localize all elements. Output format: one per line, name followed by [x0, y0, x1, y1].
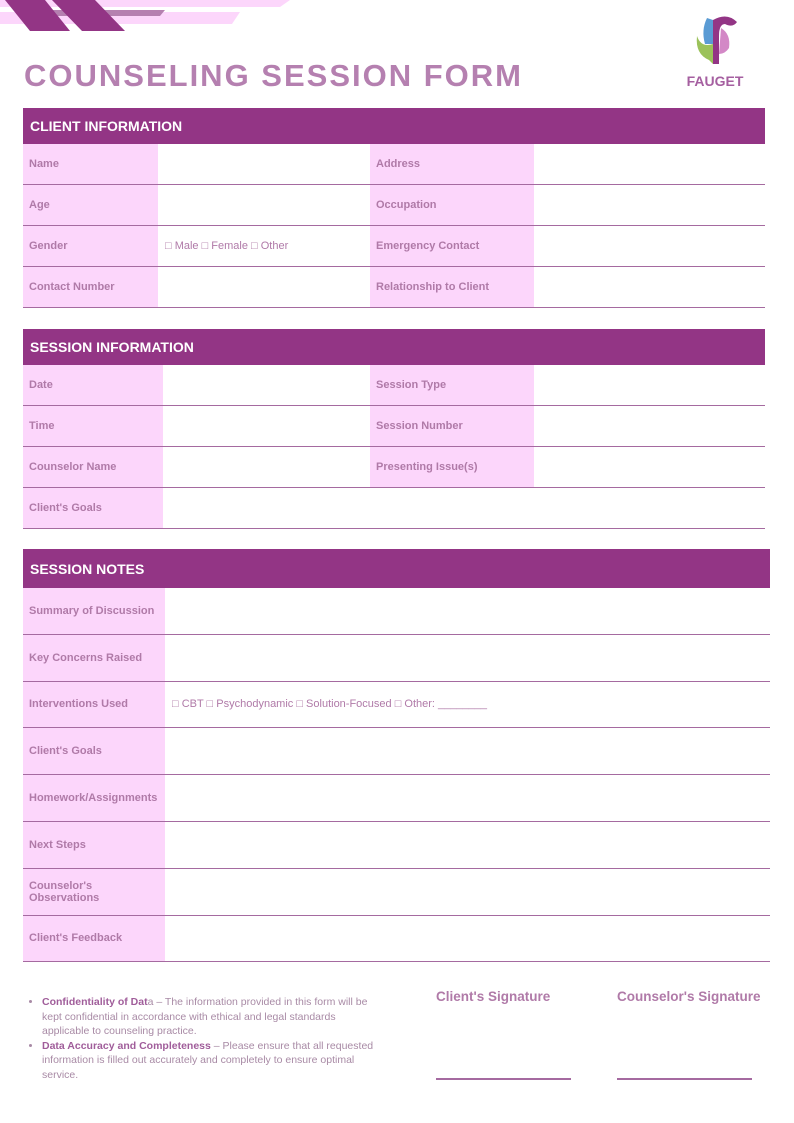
field-label: Gender — [23, 226, 158, 266]
table-row — [23, 144, 765, 185]
page-title: COUNSELING SESSION FORM — [24, 58, 523, 93]
field-label: Client's Goals — [23, 488, 163, 528]
field-label: Counselor Name — [23, 447, 163, 487]
note-title: Confidentiality of Dat — [42, 996, 148, 1008]
field-label: Occupation — [370, 185, 534, 225]
logo-psi-icon — [687, 14, 743, 66]
field-value[interactable] — [534, 144, 765, 184]
counselor-signature-label: Counselor's Signature — [617, 989, 761, 1004]
field-label: Summary of Discussion — [23, 588, 165, 634]
field-value[interactable] — [534, 267, 765, 307]
table-row — [23, 226, 765, 267]
field-label: Session Type — [370, 365, 534, 405]
field-value[interactable] — [163, 406, 370, 446]
field-label: Contact Number — [23, 267, 158, 307]
field-value[interactable] — [534, 447, 765, 487]
field-label: Time — [23, 406, 163, 446]
field-value[interactable] — [165, 728, 770, 774]
field-label: Client's Feedback — [23, 916, 165, 962]
section-heading: CLIENT INFORMATION — [23, 108, 765, 144]
session-notes-section — [23, 549, 770, 962]
field-value[interactable] — [165, 588, 770, 634]
note-text: – Please ensure that all requested information is filled out accurately and completely to ensure optimal service. — [42, 1039, 374, 1081]
field-value[interactable] — [163, 447, 370, 487]
field-label: Date — [23, 365, 163, 405]
note-title: Data Accuracy and Completeness — [42, 1039, 211, 1052]
client-signature-line[interactable] — [436, 1078, 571, 1080]
field-label: Emergency Contact — [370, 226, 534, 266]
field-label: Address — [370, 144, 534, 184]
header-decoration — [0, 0, 300, 32]
field-label: Key Concerns Raised — [23, 635, 165, 681]
table-row — [23, 635, 770, 682]
counselor-signature-line[interactable] — [617, 1078, 752, 1080]
table-row — [23, 365, 765, 406]
field-value[interactable]: □ Male □ Female □ Other — [165, 240, 289, 252]
field-label: Relationship to Client — [370, 267, 534, 307]
field-value[interactable] — [165, 635, 770, 681]
table-row — [23, 488, 765, 529]
field-value[interactable] — [534, 185, 765, 225]
field-value[interactable] — [165, 822, 770, 868]
table-row — [23, 728, 770, 775]
section-heading: SESSION NOTES — [23, 549, 770, 588]
table-row — [23, 588, 770, 635]
footer-notes — [28, 995, 378, 1082]
field-value[interactable] — [165, 775, 770, 821]
logo-text: FAUGET — [686, 73, 744, 89]
field-label: Name — [23, 144, 158, 184]
field-value[interactable] — [534, 365, 765, 405]
table-row — [23, 869, 770, 916]
field-label: Homework/Assignments — [23, 775, 165, 821]
table-row — [23, 916, 770, 963]
table-row — [23, 185, 765, 226]
table-row — [23, 822, 770, 869]
table-row — [23, 447, 765, 488]
logo — [680, 14, 750, 89]
field-label: Presenting Issue(s) — [370, 447, 534, 487]
client-information-section — [23, 108, 765, 308]
note-text: a – The information provided in this form will be kept confidential in accordance with ethical and legal standards applicable to counseling practice. — [42, 996, 368, 1037]
field-value[interactable] — [158, 185, 370, 225]
field-label: Age — [23, 185, 158, 225]
field-value[interactable]: □ CBT □ Psychodynamic □ Solution-Focused □ Other: ________ — [172, 698, 487, 711]
client-signature-label: Client's Signature — [436, 989, 551, 1004]
note-item — [42, 1039, 378, 1083]
table-row — [23, 267, 765, 308]
field-value[interactable] — [534, 226, 765, 266]
field-value[interactable] — [158, 144, 370, 184]
field-label: Session Number — [370, 406, 534, 446]
section-heading: SESSION INFORMATION — [23, 329, 765, 365]
note-item — [42, 995, 378, 1039]
field-label: Counselor's Observations — [23, 869, 165, 915]
field-value[interactable] — [158, 267, 370, 307]
field-value[interactable] — [165, 916, 770, 962]
field-label: Client's Goals — [23, 728, 165, 774]
field-label: Interventions Used — [23, 682, 165, 728]
table-row — [23, 682, 770, 729]
session-information-section — [23, 329, 765, 529]
field-value[interactable] — [163, 365, 370, 405]
field-value[interactable] — [165, 869, 770, 915]
table-row — [23, 775, 770, 822]
table-row — [23, 406, 765, 447]
client-goals-field[interactable] — [163, 488, 765, 528]
field-value[interactable] — [534, 406, 765, 446]
field-label: Next Steps — [23, 822, 165, 868]
